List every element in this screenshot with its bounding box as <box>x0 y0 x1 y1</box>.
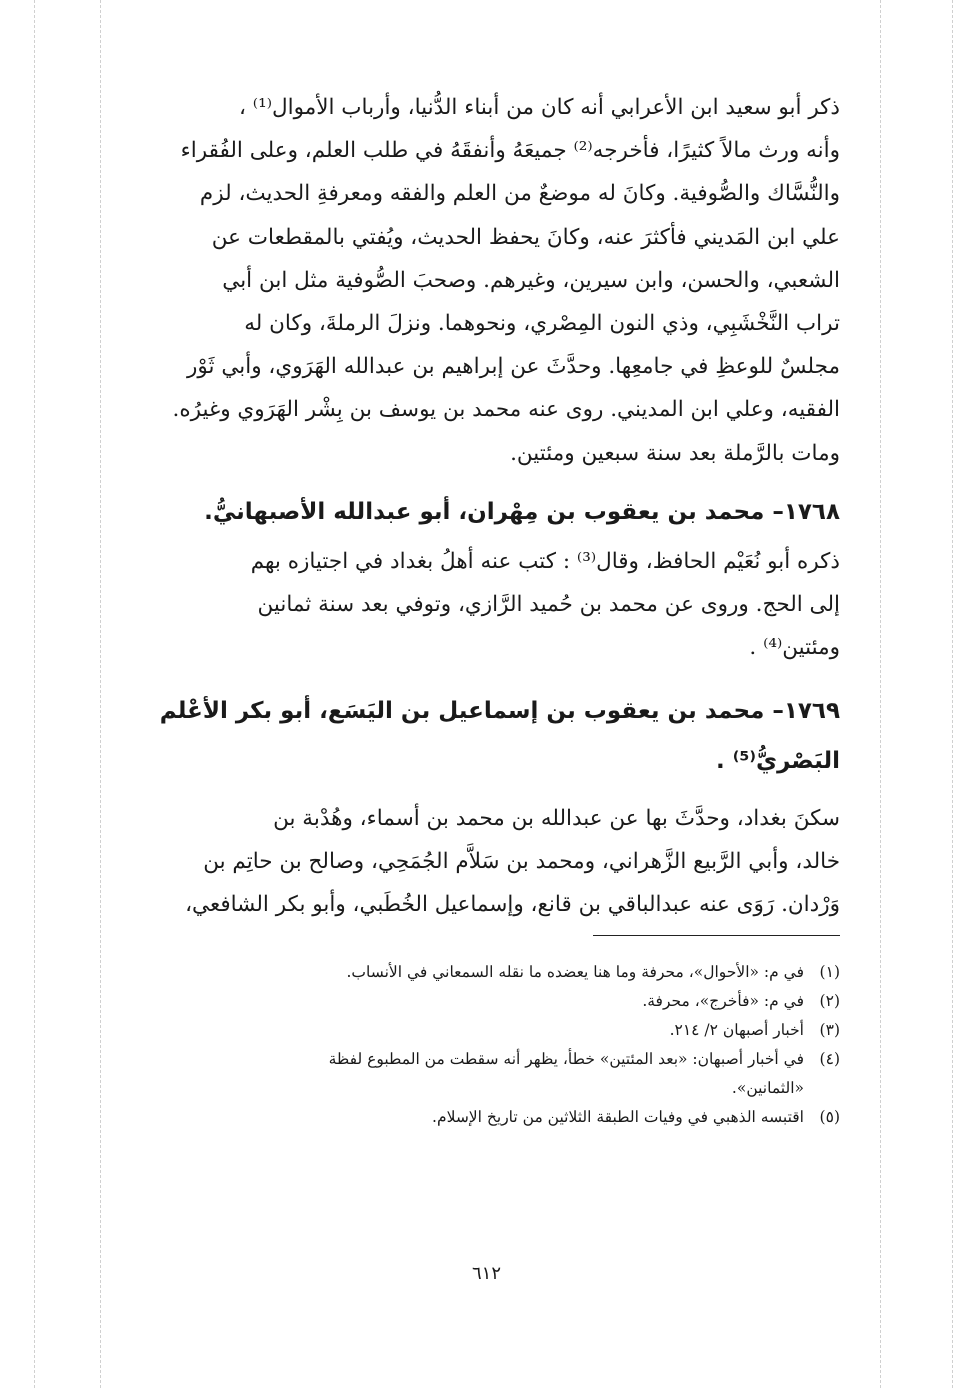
footnote-text: في أخبار أصبهان: «بعد المئتين» خطأ، يظهر أنه سقطت من المطبوع لفظة <box>328 1050 804 1068</box>
footnote-number: (٥) <box>819 1108 840 1126</box>
text-line: الفقيه، وعلي ابن المديني. روى عنه محمد بن يوسف بن بِشْر الهَرَوي وغيرُه. <box>172 397 840 423</box>
text-line: ذكره أبو نُعَيْم الحافظ، وقال⁽³⁾ : كتب عنه أهلُ بغداد في اجتيازه بهم <box>250 549 840 574</box>
entry-heading-1769 <box>122 686 840 786</box>
footnote <box>128 1016 840 1045</box>
footnote-separator <box>593 935 840 936</box>
text-line: والنُّسَّاك والصُّوفية. وكانَ له موضعٌ من العلم والفقه ومعرفةِ الحديث، لزم <box>199 181 840 207</box>
footnote-text: في م: «فأخرج»، محرفة. <box>642 992 804 1010</box>
text-line: خالد، وأبي الرَّبيع الزَّهراني، ومحمد بن سَلاَّم الجُمَحِي، وصالح بن حاتِم بن <box>203 849 840 875</box>
heading-line: ١٧٦٨– محمد بن يعقوب بن مِهْران، أبو عبدالله الأصبهانيُّ. <box>204 499 840 525</box>
text-line: وَرْدان. رَوَى عنه عبدالباقي بن قانع، وإسماعيل الخُطَبي، وأبو بكر الشافعي، <box>185 892 840 918</box>
footnote-number: (٢) <box>819 992 840 1010</box>
margin-guide <box>880 0 881 1388</box>
footnote-text: في م: «الأحوال»، محرفة وما هنا يعضده ما نقله السمعاني في الأنساب. <box>346 963 804 981</box>
text-line: سكنَ بغداد، وحدَّثَ بها عن عبدالله بن محمد بن أسماء، وهُدْبة بن <box>273 806 840 831</box>
entry-heading-1768 <box>122 487 840 537</box>
biography-paragraph-2 <box>128 540 840 670</box>
heading-line: البَصْريُّ⁽⁵⁾ . <box>715 748 840 774</box>
footnote <box>128 958 840 987</box>
footnote-text: اقتبسه الذهبي في وفيات الطبقة الثلاثين من تاريخ الإسلام. <box>432 1108 804 1126</box>
text-line: الشعبي، والحسن، وابن سيرين، وغيرهم. وصحبَ الصُّوفية مثل ابن أبي <box>222 267 840 293</box>
text-line: تراب النَّخْشَبِي، وذي النون المِصْري، ونحوهما. ونزلَ الرملةَ، وكان له <box>244 310 840 336</box>
text-line: ذكر أبو سعيد ابن الأعرابي أنه كان من أبناء الدُّنيا، وأرباب الأموال⁽¹⁾ ، <box>239 95 840 120</box>
text-line: علي ابن المَديني فأكثرَ عنه، وكانَ يحفظ الحديث، ويُفتي بالمقطعات عن <box>211 224 840 250</box>
footnote-text-block <box>128 1045 804 1103</box>
text-line: مجلسٌ للوعظِ في جامعِها. وحدَّثَ عن إبراهيم بن عبدالله الهَرَوي، وأبي ثَوْر <box>187 354 840 380</box>
footnote-text-continued: «الثمانين». <box>731 1079 804 1097</box>
footnotes <box>128 958 840 1132</box>
margin-guide <box>34 0 35 1388</box>
text-line: ومئتين⁽⁴⁾ . <box>749 635 840 661</box>
footnote <box>128 1103 840 1132</box>
footnote <box>128 987 840 1016</box>
biography-paragraph-3 <box>128 797 840 927</box>
page-number: ٦١٢ <box>471 1263 501 1284</box>
margin-guide <box>952 0 953 1388</box>
text-line: وأنه ورث مالاً كثيرًا، فأخرجه⁽²⁾ جميعَهُ وأنفقَهُ في طلب العلم، وعلى الفُقراء <box>180 138 840 164</box>
footnote-number: (١) <box>819 963 840 981</box>
biography-paragraph-1 <box>128 86 840 475</box>
footnote-text: أخبار أصبهان ٢/ ٢١٤. <box>669 1021 804 1039</box>
footnote <box>128 1045 840 1103</box>
footnote-number: (٤) <box>819 1050 840 1068</box>
text-line: إلى الحج. وروى عن محمد بن حُميد الرَّازي، وتوفي بعد سنة ثمانين <box>257 592 840 618</box>
heading-line: ١٧٦٩– محمد بن يعقوب بن إسماعيل بن اليَسَع، أبو بكر الأعْلم <box>159 698 840 724</box>
footnote-number: (٣) <box>819 1021 840 1039</box>
margin-guide <box>100 0 101 1388</box>
text-line: ومات بالرَّملة بعد سنة سبعين ومئتين. <box>510 440 840 466</box>
